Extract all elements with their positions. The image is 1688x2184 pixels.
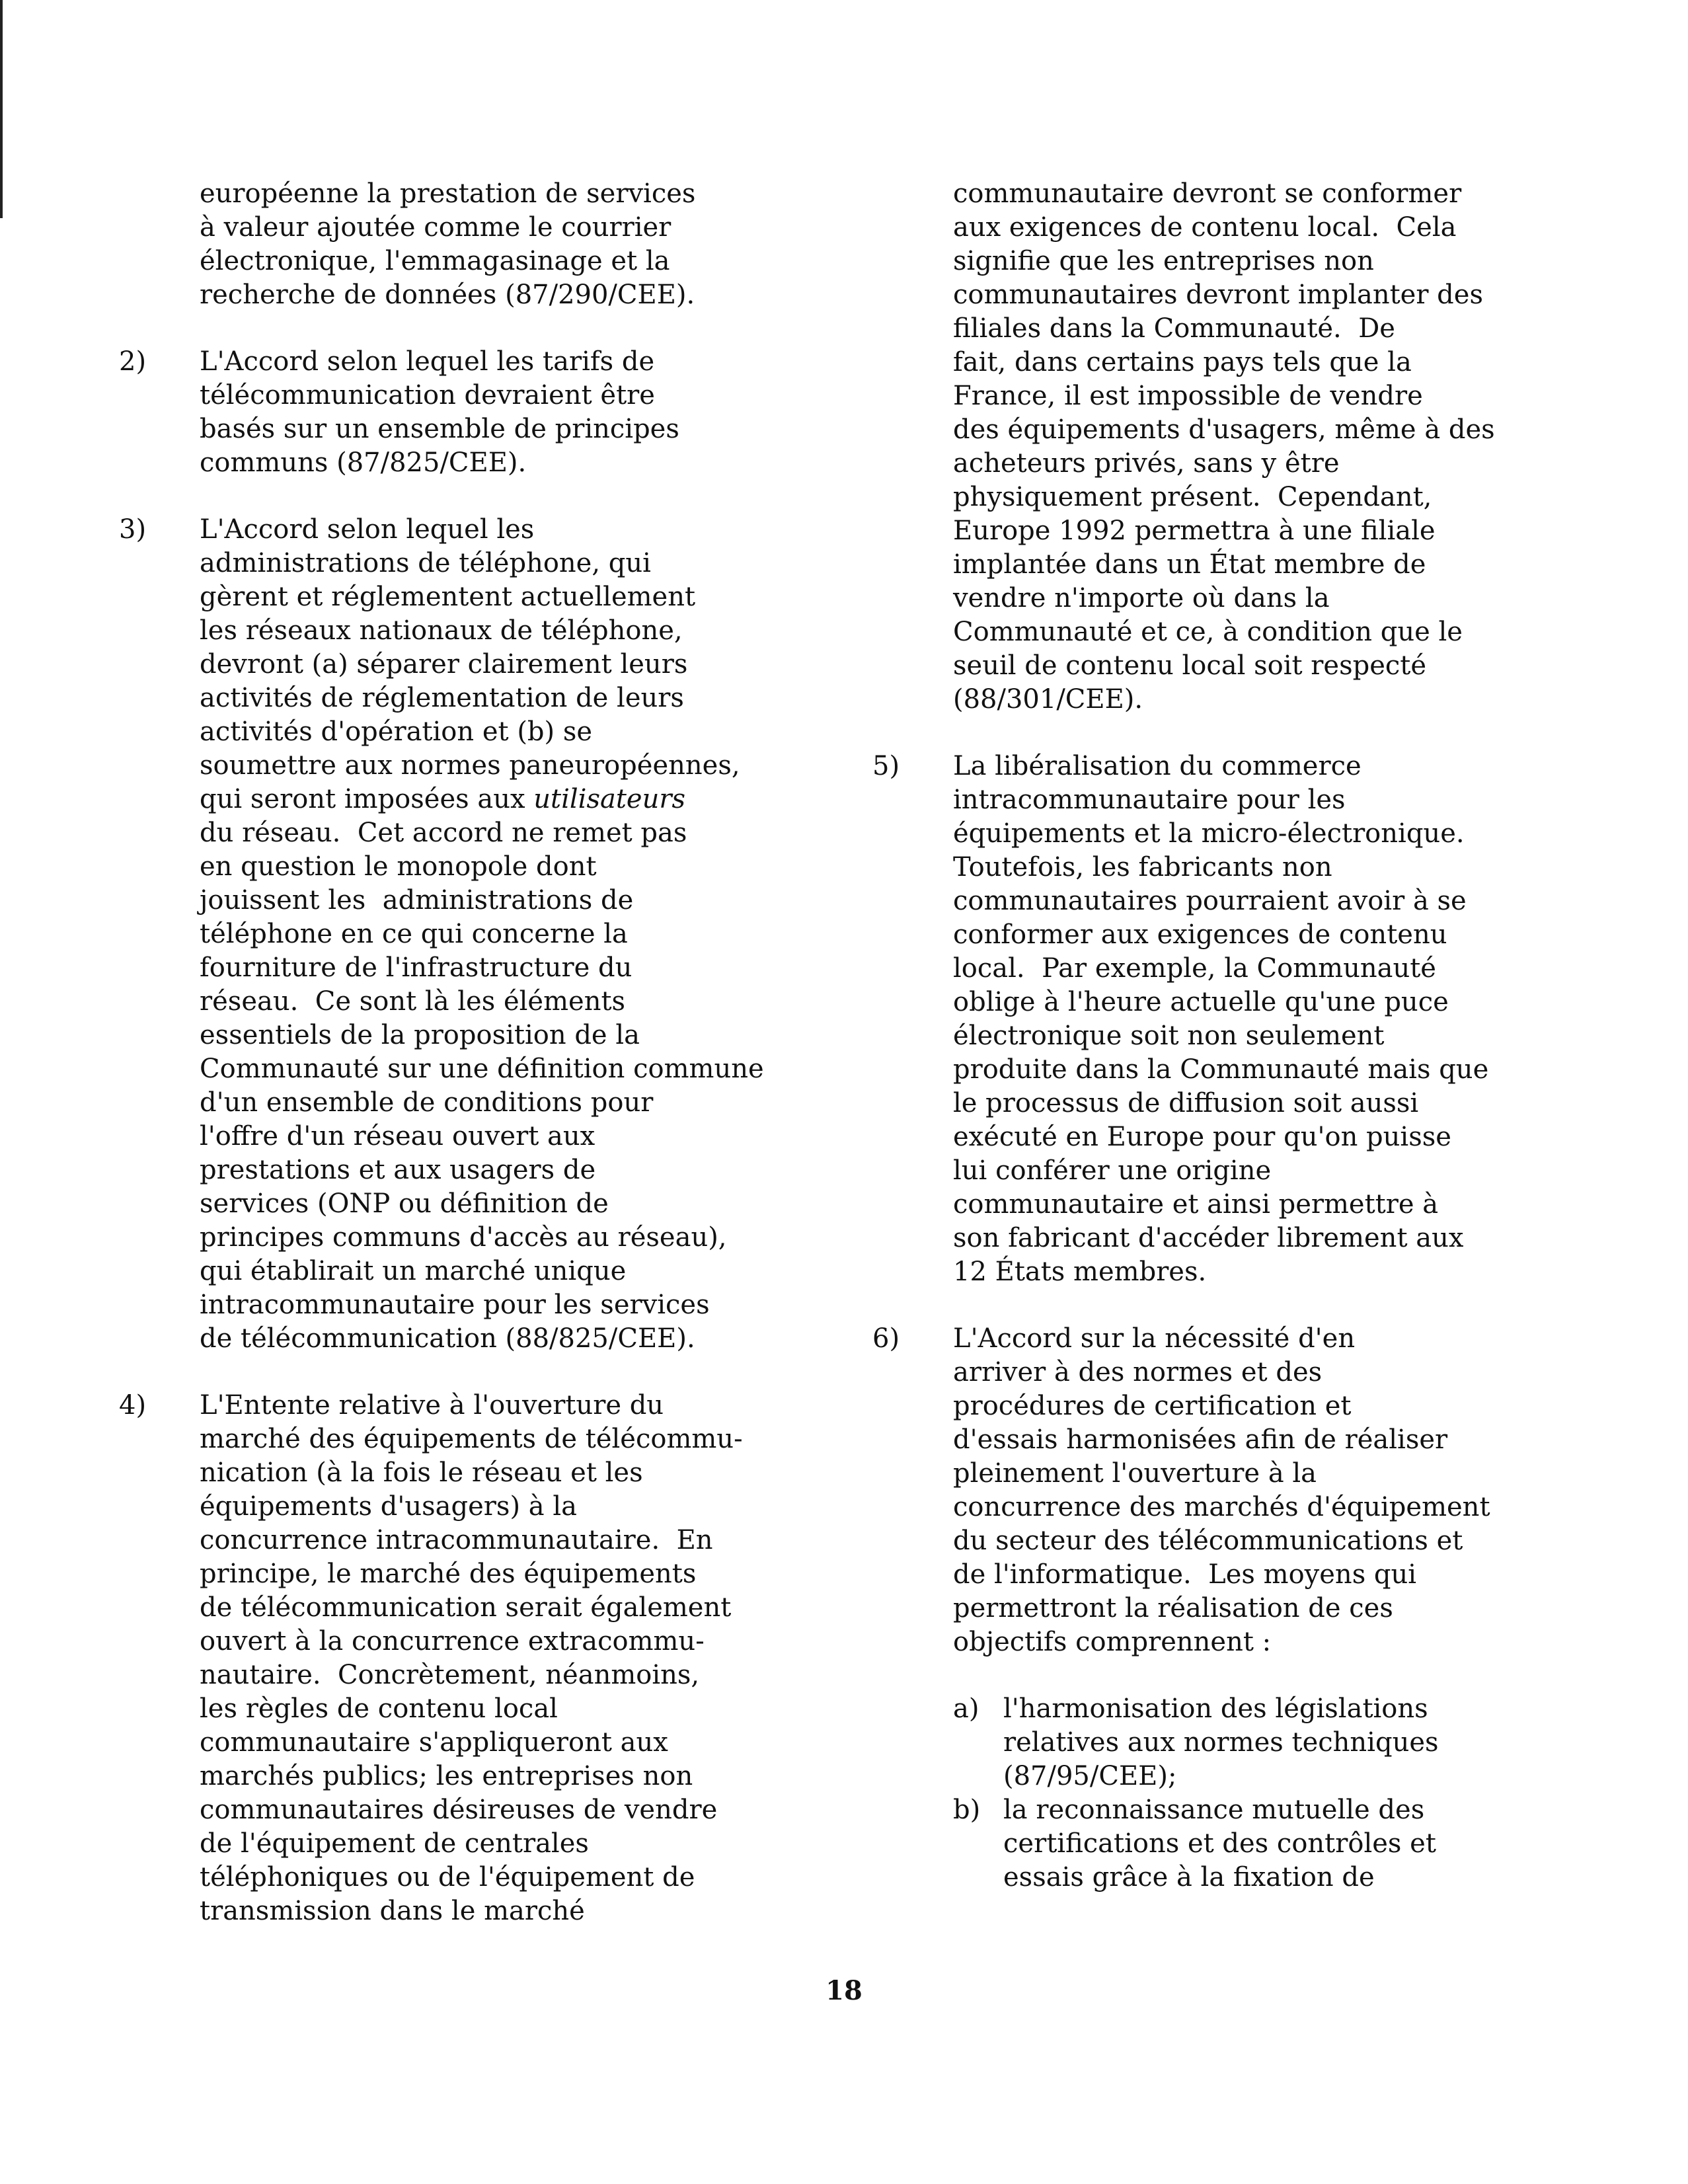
item-number: 2) (119, 346, 147, 377)
text-line: L'Accord selon lequel les tarifs de (200, 346, 655, 377)
text-line: certifications et des contrôles et (1003, 1828, 1436, 1859)
text-line: lui conférer une origine (953, 1155, 1272, 1186)
list-item-6 (872, 1322, 1586, 1659)
text-line: activités de réglementation de leurs (200, 683, 684, 713)
emphasized-word: utilisateurs (533, 784, 685, 814)
text-line: européenne la prestation de services (200, 178, 696, 209)
text-line: relatives aux normes techniques (1003, 1727, 1439, 1758)
text-line: objectifs comprennent : (953, 1627, 1272, 1657)
text-line: Communauté et ce, à condition que le (953, 617, 1463, 647)
text-line: communautaires désireuses de vendre (200, 1795, 718, 1825)
text-line: L'Accord selon lequel les (200, 514, 535, 545)
text-line: local. Par exemple, la Communauté (953, 953, 1436, 984)
text-line: l'offre d'un réseau ouvert aux (200, 1121, 595, 1151)
text-line: d'essais harmonisées afin de réaliser (953, 1424, 1448, 1455)
text-line: arriver à des normes et des (953, 1357, 1323, 1387)
text-line: communautaires devront implanter des (953, 280, 1483, 310)
text-line: équipements d'usagers) à la (200, 1491, 577, 1522)
text-line: basés sur un ensemble de principes (200, 414, 679, 444)
text-line: L'Entente relative à l'ouverture du (200, 1390, 664, 1421)
text-line: d'un ensemble de conditions pour (200, 1087, 654, 1118)
text-line: signifie que les entreprises non (953, 246, 1374, 276)
text-line: oblige à l'heure actuelle qu'une puce (953, 987, 1449, 1017)
text-line: seuil de contenu local soit respecté (953, 650, 1427, 681)
continued-paragraph (953, 177, 1586, 717)
text-line: les règles de contenu local (200, 1694, 558, 1724)
text-line: téléphone en ce qui concerne la (200, 919, 628, 949)
list-item-5 (872, 750, 1586, 1289)
text-line: (87/95/CEE); (1003, 1761, 1177, 1791)
text-line: acheteurs privés, sans y être (953, 448, 1340, 479)
continued-paragraph (200, 177, 833, 312)
list-item-4 (119, 1389, 833, 1928)
text-fragment: qui seront imposées aux (200, 784, 534, 814)
text-line: son fabricant d'accéder librement aux (953, 1223, 1464, 1253)
text-line: intracommunautaire pour les services (200, 1290, 710, 1320)
text-line: 12 États membres. (953, 1257, 1207, 1287)
item-number: 3) (119, 514, 147, 545)
sub-item-a (953, 1692, 1586, 1793)
text-line: physiquement présent. Cependant, (953, 482, 1432, 512)
text-line: recherche de données (87/290/CEE). (200, 280, 695, 310)
text-line: activités d'opération et (b) se (200, 717, 593, 747)
text-line: principe, le marché des équipements (200, 1559, 697, 1589)
text-line: communs (87/825/CEE). (200, 448, 527, 478)
text-line: soumettre aux normes paneuropéennes, (200, 750, 740, 781)
text-line: Communauté sur une définition commune (200, 1054, 764, 1084)
text-line: télécommunication devraient être (200, 380, 655, 410)
text-line: réseau. Ce sont là les éléments (200, 986, 626, 1017)
text-line: procédures de certification et (953, 1391, 1352, 1421)
text-line: principes communs d'accès au réseau), (200, 1222, 727, 1253)
text-line: des équipements d'usagers, même à des (953, 414, 1495, 445)
text-line: marché des équipements de télécommu- (200, 1424, 743, 1454)
text-line: communautaire devront se conformer (953, 178, 1462, 209)
text-line: la reconnaissance mutuelle des (1003, 1795, 1425, 1825)
text-line: intracommunautaire pour les (953, 785, 1346, 815)
margin-rule (0, 0, 3, 218)
text-line: France, il est impossible de vendre (953, 381, 1423, 411)
text-line: nautaire. Concrètement, néanmoins, (200, 1660, 700, 1690)
sub-item-letter: b) (953, 1795, 981, 1825)
text-line: exécuté en Europe pour qu'on puisse (953, 1122, 1451, 1152)
text-line: filiales dans la Communauté. De (953, 313, 1395, 344)
text-line: jouissent les administrations de (200, 885, 634, 916)
left-column (119, 177, 833, 1928)
text-line: implantée dans un État membre de (953, 549, 1426, 580)
text-line: administrations de téléphone, qui (200, 548, 651, 578)
text-line: nication (à la fois le réseau et les (200, 1458, 643, 1488)
text-line: transmission dans le marché (200, 1896, 585, 1926)
text-line: en question le monopole dont (200, 851, 597, 882)
text-line: prestations et aux usagers de (200, 1155, 596, 1185)
text-line: pleinement l'ouverture à la (953, 1458, 1317, 1489)
text-line: essentiels de la proposition de la (200, 1020, 640, 1050)
text-line: communautaires pourraient avoir à se (953, 886, 1467, 916)
text-line: de l'informatique. Les moyens qui (953, 1559, 1417, 1590)
text-line: du secteur des télécommunications et (953, 1526, 1463, 1556)
text-line: ouvert à la concurrence extracommu- (200, 1626, 705, 1657)
text-line: marchés publics; les entreprises non (200, 1761, 693, 1791)
text-line: équipements et la micro-électronique. (953, 818, 1465, 849)
text-line: Europe 1992 permettra à une filiale (953, 516, 1436, 546)
text-line: les réseaux nationaux de téléphone, (200, 615, 683, 646)
text-line: téléphoniques ou de l'équipement de (200, 1862, 695, 1892)
item-number: 5) (872, 751, 900, 781)
text-line (200, 783, 833, 816)
text-line: vendre n'importe où dans la (953, 583, 1330, 613)
text-line: gèrent et réglementent actuellement (200, 582, 696, 612)
text-line: électronique soit non seulement (953, 1021, 1385, 1051)
text-line: fourniture de l'infrastructure du (200, 953, 633, 983)
page-number: 18 (825, 1975, 863, 2006)
item-number: 4) (119, 1390, 147, 1421)
text-line: aux exigences de contenu local. Cela (953, 212, 1457, 243)
text-line: produite dans la Communauté mais que (953, 1054, 1489, 1085)
text-line: (88/301/CEE). (953, 684, 1143, 715)
sub-item-b (953, 1793, 1586, 1894)
text-line: L'Accord sur la nécessité d'en (953, 1323, 1356, 1354)
text-line: Toutefois, les fabricants non (953, 852, 1332, 882)
text-line: communautaire s'appliqueront aux (200, 1727, 668, 1758)
text-line: conformer aux exigences de contenu (953, 919, 1447, 950)
text-line: à valeur ajoutée comme le courrier (200, 212, 671, 243)
text-line: de télécommunication serait également (200, 1592, 732, 1623)
text-line: fait, dans certains pays tels que la (953, 347, 1412, 377)
text-line: du réseau. Cet accord ne remet pas (200, 818, 687, 848)
text-line: communautaire et ainsi permettre à (953, 1189, 1439, 1220)
text-line: qui établirait un marché unique (200, 1256, 627, 1286)
list-item-3 (119, 513, 833, 1356)
list-item-2 (119, 345, 833, 480)
text-line: de l'équipement de centrales (200, 1828, 589, 1859)
text-line: concurrence des marchés d'équipement (953, 1492, 1490, 1522)
text-line: concurrence intracommunautaire. En (200, 1525, 713, 1555)
text-line: essais grâce à la fixation de (1003, 1862, 1375, 1892)
item-number: 6) (872, 1323, 900, 1354)
right-column (872, 177, 1586, 1894)
text-line: de télécommunication (88/825/CEE). (200, 1323, 695, 1354)
text-line: électronique, l'emmagasinage et la (200, 246, 670, 276)
text-line: permettront la réalisation de ces (953, 1593, 1393, 1623)
text-line: l'harmonisation des législations (1003, 1694, 1428, 1724)
text-line: le processus de diffusion soit aussi (953, 1088, 1419, 1118)
text-line: services (ONP ou définition de (200, 1189, 609, 1219)
sub-item-letter: a) (953, 1694, 979, 1724)
text-line: devront (a) séparer clairement leurs (200, 649, 688, 680)
text-line: La libéralisation du commerce (953, 751, 1362, 781)
